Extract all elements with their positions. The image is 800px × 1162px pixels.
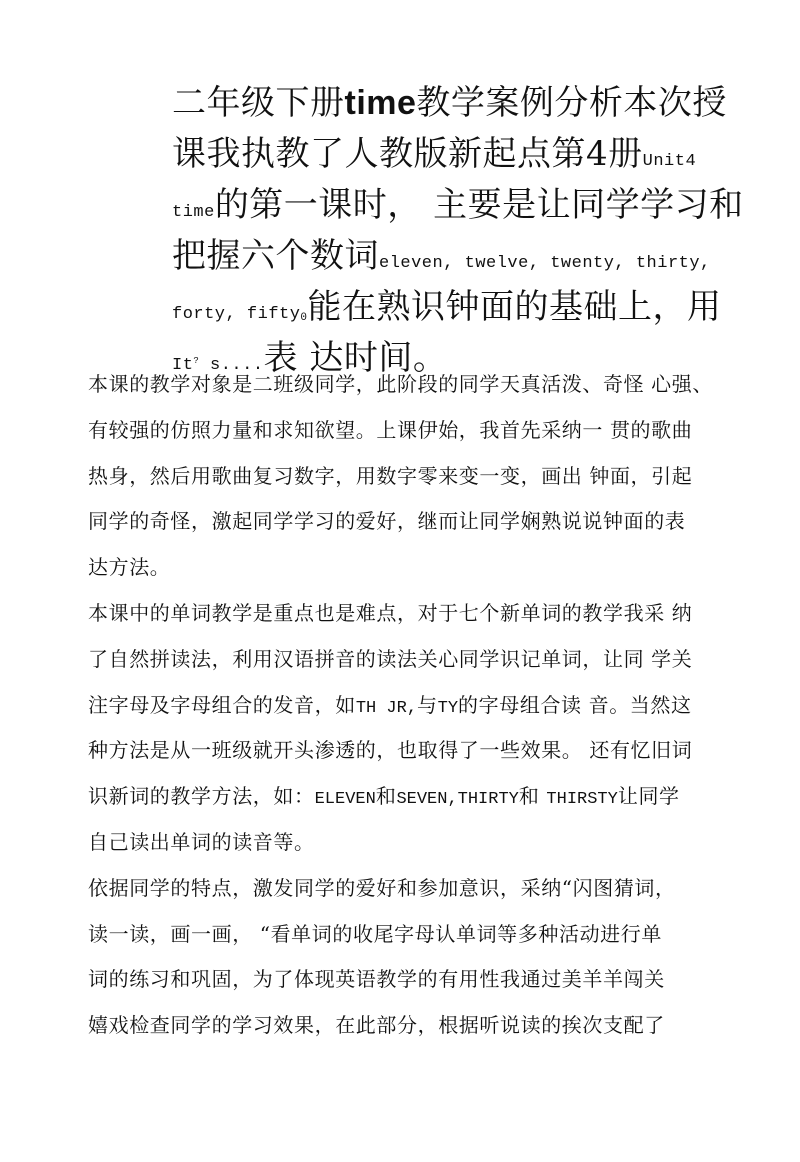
title-english: time: [172, 203, 215, 222]
title-text: 把握六个数词: [172, 236, 379, 276]
body-english: TH JR,: [355, 698, 418, 718]
body-text: 识新词的教学方法，如：: [88, 784, 315, 809]
body-line: 词的练习和巩固，为了体现英语教学的有用性我通过美羊羊闯关: [88, 967, 665, 992]
title-line-3: [172, 180, 744, 231]
body-text: 的字母组合读 音。当然这: [458, 692, 692, 717]
body-text: 注字母及字母组合的发音，如: [88, 692, 356, 717]
body-line: 有较强的仿照力量和求知欲望。上课伊始，我首先采纳一 贯的歌曲: [88, 417, 693, 442]
body-line: [88, 774, 728, 820]
body-line: 本课中的单词教学是重点也是难点，对于七个新单词的教学我采 纳: [88, 600, 693, 625]
body-text: 让同学: [617, 784, 680, 809]
title-text: 课我执教了人教版新起点第4册: [172, 134, 643, 174]
body-text: 和: [518, 784, 547, 809]
title-english: eleven, twelve, twenty, thirty,: [379, 254, 711, 273]
paragraph-3: [88, 866, 728, 1049]
title-english: forty, fifty: [172, 305, 301, 324]
title-text: 的第一课时， 主要是让同学学习和: [214, 185, 744, 225]
body-line: 热身，然后用歌曲复习数字，用数字零来变一变，画出 钟面，引起: [88, 463, 693, 488]
document-title: [172, 78, 744, 384]
paragraph-1: [88, 362, 728, 591]
body-line: 本课的教学对象是二班级同学，此阶段的同学天真活泼、奇怪 心强、: [88, 372, 713, 396]
title-text: 教学案例分析本次授: [416, 83, 727, 123]
body-line: 同学的奇怪，激起同学学习的爱好，继而让同学娴熟说说钟面的表: [88, 509, 686, 534]
title-text: 表 达时间。: [263, 338, 448, 378]
body-line: 种方法是从一班级就开头渗透的，也取得了一些效果。 还有忆旧词: [88, 738, 693, 763]
body-line: 嬉戏检查同学的学习效果，在此部分，根据听说读的挨次支配了: [88, 1013, 665, 1038]
body-text: 与: [417, 692, 438, 717]
title-superscript: ?: [193, 356, 200, 366]
body-english: SEVEN,THIRTY: [396, 790, 519, 810]
title-english: s....: [199, 356, 264, 375]
title-line-5: [172, 282, 732, 333]
body-line: 读一读，画一画， “看单词的收尾字母认单词等多种活动进行单: [88, 921, 662, 946]
body-english: TY: [437, 698, 459, 718]
body-line: 了自然拼读法，利用汉语拼音的读法关心同学识记单词，让同 学关: [88, 646, 693, 671]
title-keyword: time: [344, 84, 417, 122]
body-text: 和: [375, 784, 397, 809]
title-line-1: [172, 78, 732, 129]
body-english: THIRSTY: [546, 790, 618, 810]
body-line: 自己读出单词的读音等。: [88, 829, 315, 854]
title-text: 能在熟识钟面的基础上，用: [307, 287, 722, 327]
title-english: It: [172, 356, 194, 375]
body-line: 依据同学的特点，激发同学的爱好和参加意识，采纳“闪图猜词，: [88, 875, 676, 900]
title-english: Unit4: [642, 152, 697, 171]
body-line: [88, 683, 728, 729]
paragraph-2: [88, 591, 728, 866]
document-body: [88, 362, 728, 1049]
title-line-2: [172, 129, 732, 180]
title-text: 二年级下册: [172, 83, 345, 123]
title-subscript: 0: [300, 312, 308, 324]
body-line: 达方法。: [88, 555, 171, 580]
body-english: ELEVEN: [314, 790, 376, 810]
title-line-4: [172, 231, 732, 282]
